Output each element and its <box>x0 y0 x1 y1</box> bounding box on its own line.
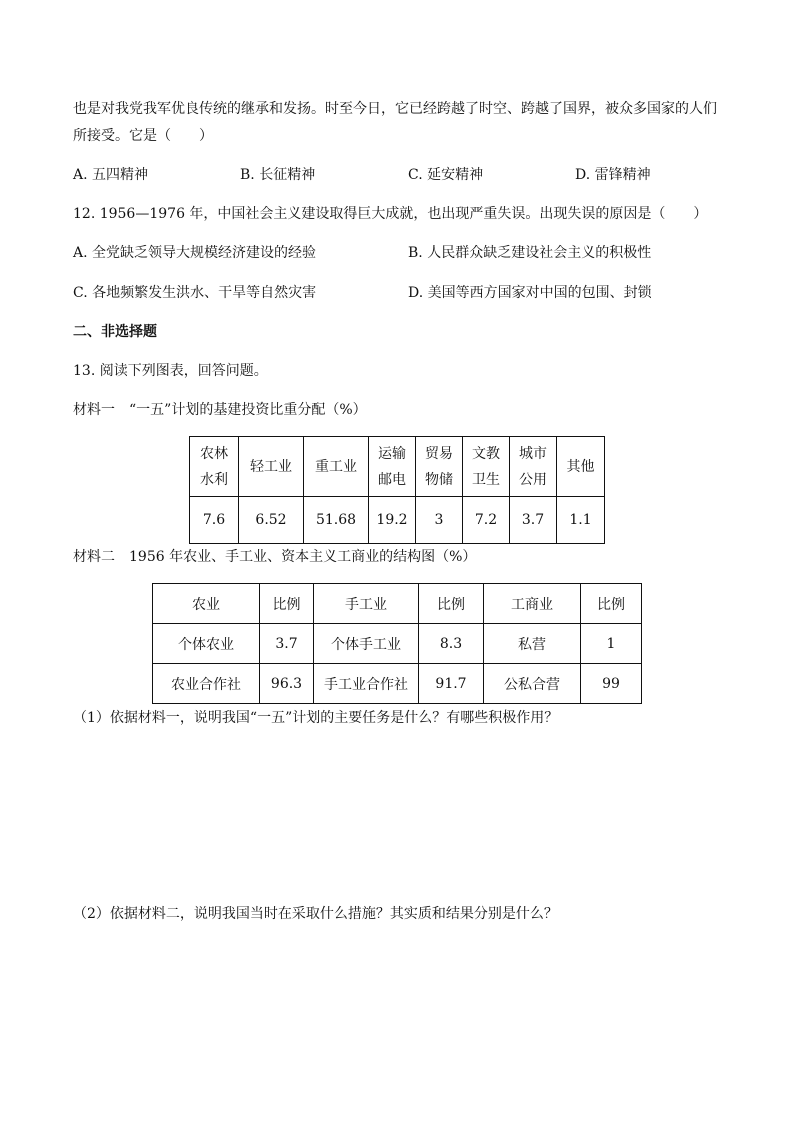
q12-option-b: B. 人民群众缺乏建设社会主义的积极性 <box>408 245 652 261</box>
structure-table-header-row <box>153 584 642 624</box>
investment-header-cell: 城市 公用 <box>510 437 557 497</box>
investment-table <box>189 436 605 544</box>
structure-header-cell: 工商业 <box>484 584 581 624</box>
investment-value-cell: 7.2 <box>463 497 510 544</box>
material2-title: 材料二 1956 年农业、手工业、资本主义工商业的结构图（%） <box>73 549 477 565</box>
structure-header-cell: 手工业 <box>314 584 419 624</box>
investment-table-header-row <box>190 437 605 497</box>
q12-option-d: D. 美国等西方国家对中国的包围、封锁 <box>408 285 652 301</box>
structure-header-cell: 农业 <box>153 584 260 624</box>
investment-header-cell: 贸易 物储 <box>416 437 463 497</box>
structure-table-row <box>153 664 642 704</box>
q11-option-c: C. 延安精神 <box>408 167 484 183</box>
structure-cell: 8.3 <box>419 624 484 664</box>
investment-header-cell: 文教 卫生 <box>463 437 510 497</box>
investment-value-cell: 7.6 <box>190 497 239 544</box>
investment-value-cell: 51.68 <box>304 497 369 544</box>
structure-cell: 3.7 <box>260 624 314 664</box>
q13-stem: 13. 阅读下列图表，回答问题。 <box>73 363 268 379</box>
investment-table-value-row <box>190 497 605 544</box>
structure-cell: 私营 <box>484 624 581 664</box>
investment-header-cell: 其他 <box>557 437 605 497</box>
investment-value-cell: 19.2 <box>369 497 416 544</box>
structure-table <box>152 583 642 704</box>
investment-header-cell: 农林 水利 <box>190 437 239 497</box>
investment-header-cell: 运输 邮电 <box>369 437 416 497</box>
q13-sub1: （1）依据材料一，说明我国“一五”计划的主要任务是什么？有哪些积极作用？ <box>73 710 559 726</box>
structure-table-row <box>153 624 642 664</box>
structure-cell: 91.7 <box>419 664 484 704</box>
investment-value-cell: 1.1 <box>557 497 605 544</box>
investment-value-cell: 3 <box>416 497 463 544</box>
q11-option-b: B. 长征精神 <box>240 167 316 183</box>
q11-option-a: A. 五四精神 <box>73 167 149 183</box>
q13-sub2: （2）依据材料二，说明我国当时在采取什么措施？其实质和结果分别是什么？ <box>73 906 558 922</box>
structure-header-cell: 比例 <box>260 584 314 624</box>
investment-value-cell: 6.52 <box>239 497 304 544</box>
q12-option-a: A. 全党缺乏领导大规模经济建设的经验 <box>73 245 317 261</box>
q11-option-d: D. 雷锋精神 <box>575 167 651 183</box>
investment-header-cell: 重工业 <box>304 437 369 497</box>
structure-header-cell: 比例 <box>581 584 642 624</box>
structure-cell: 1 <box>581 624 642 664</box>
q11-stem-line1: 也是对我党我军优良传统的继承和发扬。时至今日，它已经跨越了时空、跨越了国界，被众多国家的人们 <box>73 101 717 117</box>
structure-header-cell: 比例 <box>419 584 484 624</box>
section-title: 二、非选择题 <box>73 324 157 340</box>
q12-stem: 12. 1956—1976 年，中国社会主义建设取得巨大成就，也出现严重失误。出现失误的原因是（ ） <box>73 206 708 222</box>
investment-header-cell: 轻工业 <box>239 437 304 497</box>
structure-cell: 99 <box>581 664 642 704</box>
structure-cell: 个体手工业 <box>314 624 419 664</box>
q11-stem-line2: 所接受。它是（ ） <box>73 128 213 144</box>
structure-cell: 个体农业 <box>153 624 260 664</box>
structure-cell: 公私合营 <box>484 664 581 704</box>
investment-value-cell: 3.7 <box>510 497 557 544</box>
structure-cell: 手工业合作社 <box>314 664 419 704</box>
structure-cell: 96.3 <box>260 664 314 704</box>
structure-cell: 农业合作社 <box>153 664 260 704</box>
material1-title: 材料一 “一五”计划的基建投资比重分配（%） <box>73 402 367 418</box>
q12-option-c: C. 各地频繁发生洪水、干旱等自然灾害 <box>73 285 317 301</box>
